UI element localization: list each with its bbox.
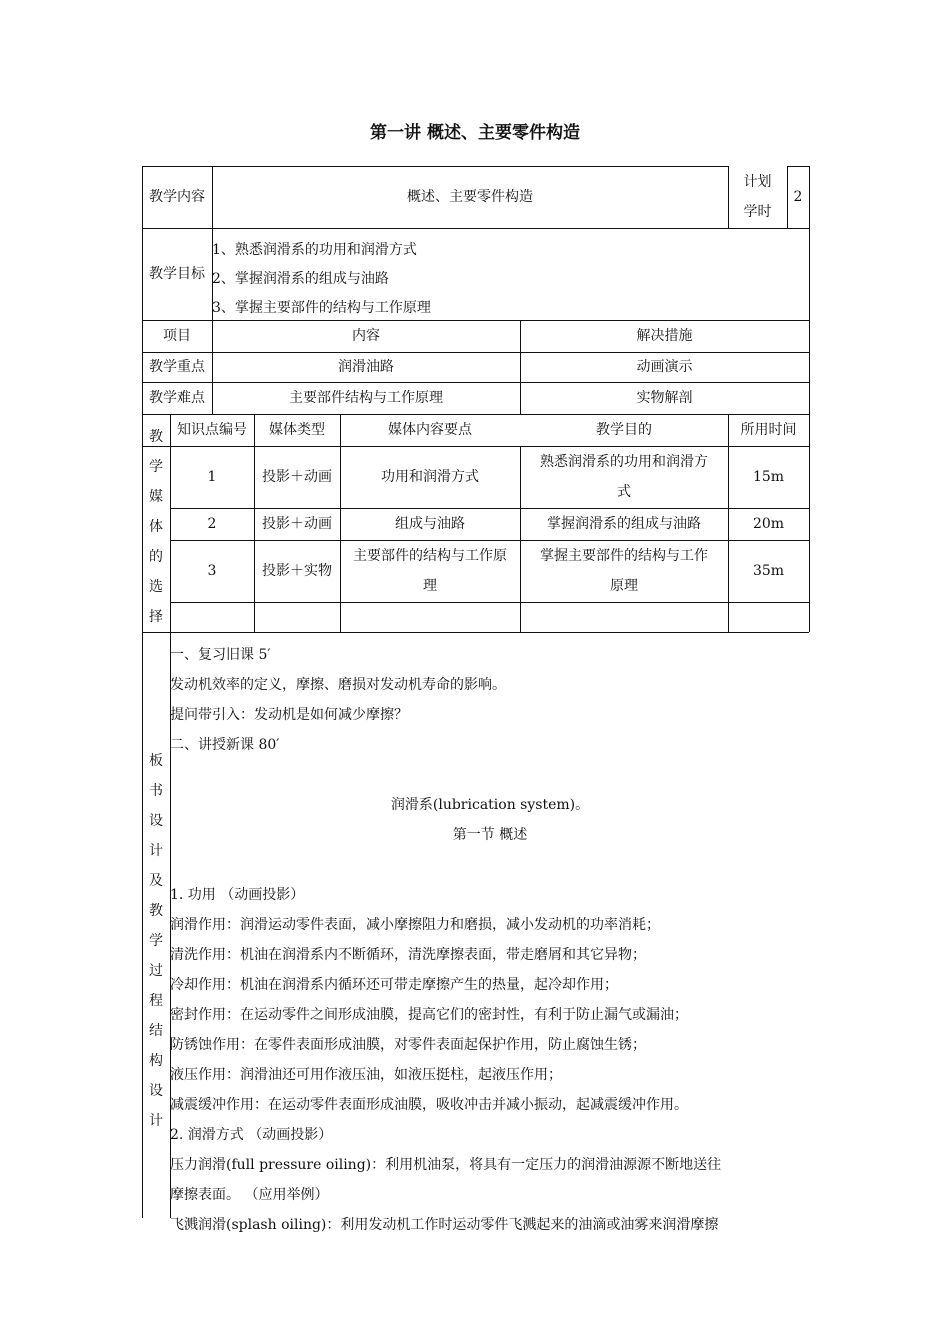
key-point-label: 教学重点 <box>149 359 205 375</box>
content-header: 内容 <box>352 328 380 344</box>
media-row-type: 投影＋动画 <box>262 516 332 532</box>
plan-hours-label: 计划 学时 <box>743 174 772 220</box>
media-row-time: 15m <box>752 469 785 485</box>
board-content <box>170 640 810 1240</box>
goal-item: 2、掌握润滑系的组成与油路 <box>212 271 389 287</box>
board-line: 润滑作用：润滑运动零件表面，减小摩擦阻力和磨损，减小发动机的功率消耗； <box>170 917 660 933</box>
media-header-content: 媒体内容要点 <box>388 422 472 438</box>
media-row-num: 2 <box>207 516 217 532</box>
board-line: 压力润滑(full pressure oiling)：利用机油泵，将具有一定压力的润滑油源源不断地送往 <box>170 1157 722 1173</box>
board-line: 防锈蚀作用：在零件表面形成油膜，对零件表面起保护作用，防止腐蚀生锈； <box>170 1037 646 1053</box>
media-row-type: 投影＋实物 <box>262 563 332 579</box>
media-row-goal: 熟悉润滑系的功用和润滑方 式 <box>540 454 708 500</box>
media-row-num: 3 <box>207 563 217 579</box>
board-line <box>170 850 810 880</box>
teaching-goal-list <box>212 236 802 323</box>
board-line: 一、复习旧课 5′ <box>170 647 271 663</box>
item-header: 项目 <box>163 328 191 344</box>
board-line: 二、讲授新课 80′ <box>170 737 280 753</box>
media-header-num: 知识点编号 <box>177 422 247 438</box>
difficulty-measure: 实物解剖 <box>636 390 693 406</box>
teaching-content-value: 概述、主要零件构造 <box>407 189 533 205</box>
media-row-time: 20m <box>752 516 785 532</box>
board-line: 减震缓冲作用：在运动零件表面形成油膜，吸收冲击并减小振动，起减震缓冲作用。 <box>170 1097 688 1113</box>
board-line: 1. 功用 （动画投影） <box>170 887 305 903</box>
board-side-label: 板 书 设 计 及 教 学 过 程 结 构 设 计 <box>149 753 163 1129</box>
board-line: 液压作用：润滑油还可用作液压油，如液压挺柱，起液压作用； <box>170 1067 562 1083</box>
board-line: 冷却作用：机油在润滑系内循环还可带走摩擦产生的热量，起冷却作用； <box>170 977 618 993</box>
board-line: 密封作用：在运动零件之间形成油膜，提高它们的密封性，有利于防止漏气或漏油； <box>170 1007 688 1023</box>
measures-header: 解决措施 <box>636 328 693 344</box>
media-side-label: 教 学 媒 体 的 选 择 <box>149 429 163 625</box>
teaching-content-label: 教学内容 <box>149 189 205 205</box>
board-section-title: 润滑系(lubrication system)。 <box>390 797 590 813</box>
board-line: 清洗作用：机油在润滑系内不断循环，清洗摩擦表面，带走磨屑和其它异物； <box>170 947 646 963</box>
media-header-goal: 教学目的 <box>596 422 652 438</box>
board-line: 摩擦表面。 （应用举例） <box>170 1187 329 1203</box>
teaching-goal-label: 教学目标 <box>149 266 205 282</box>
media-row-type: 投影＋动画 <box>262 469 332 485</box>
plan-hours-value: 2 <box>793 189 803 205</box>
board-section-subtitle: 第一节 概述 <box>452 827 528 843</box>
media-header-time: 所用时间 <box>740 422 797 438</box>
key-point-content: 润滑油路 <box>338 359 394 375</box>
media-row-goal: 掌握润滑系的组成与油路 <box>547 516 701 532</box>
lesson-table <box>142 166 809 1233</box>
media-row-content: 主要部件的结构与工作原 理 <box>353 548 507 594</box>
difficulty-label: 教学难点 <box>149 390 205 406</box>
board-line <box>170 760 810 790</box>
board-line: 2. 润滑方式 （动画投影） <box>170 1127 333 1143</box>
page-title: 第一讲 概述、主要零件构造 <box>370 123 580 143</box>
board-line: 飞溅润滑(splash oiling)：利用发动机工作时运动零件飞溅起来的油滴或油雾来润滑摩擦 <box>170 1217 719 1233</box>
key-point-measure: 动画演示 <box>636 359 693 375</box>
difficulty-content: 主要部件结构与工作原理 <box>289 390 443 406</box>
board-line: 提问带引入：发动机是如何减少摩擦？ <box>170 707 408 723</box>
media-row-time: 35m <box>752 563 785 579</box>
goal-item: 3、掌握主要部件的结构与工作原理 <box>212 300 431 316</box>
media-row-content: 功用和润滑方式 <box>381 469 479 485</box>
media-row-content: 组成与油路 <box>395 516 465 532</box>
media-row-goal: 掌握主要部件的结构与工作 原理 <box>540 548 708 594</box>
board-line: 发动机效率的定义，摩擦、磨损对发动机寿命的影响。 <box>170 677 506 693</box>
goal-item: 1、熟悉润滑系的功用和润滑方式 <box>212 242 417 258</box>
media-header-type: 媒体类型 <box>269 422 325 438</box>
media-row-num: 1 <box>207 469 217 485</box>
